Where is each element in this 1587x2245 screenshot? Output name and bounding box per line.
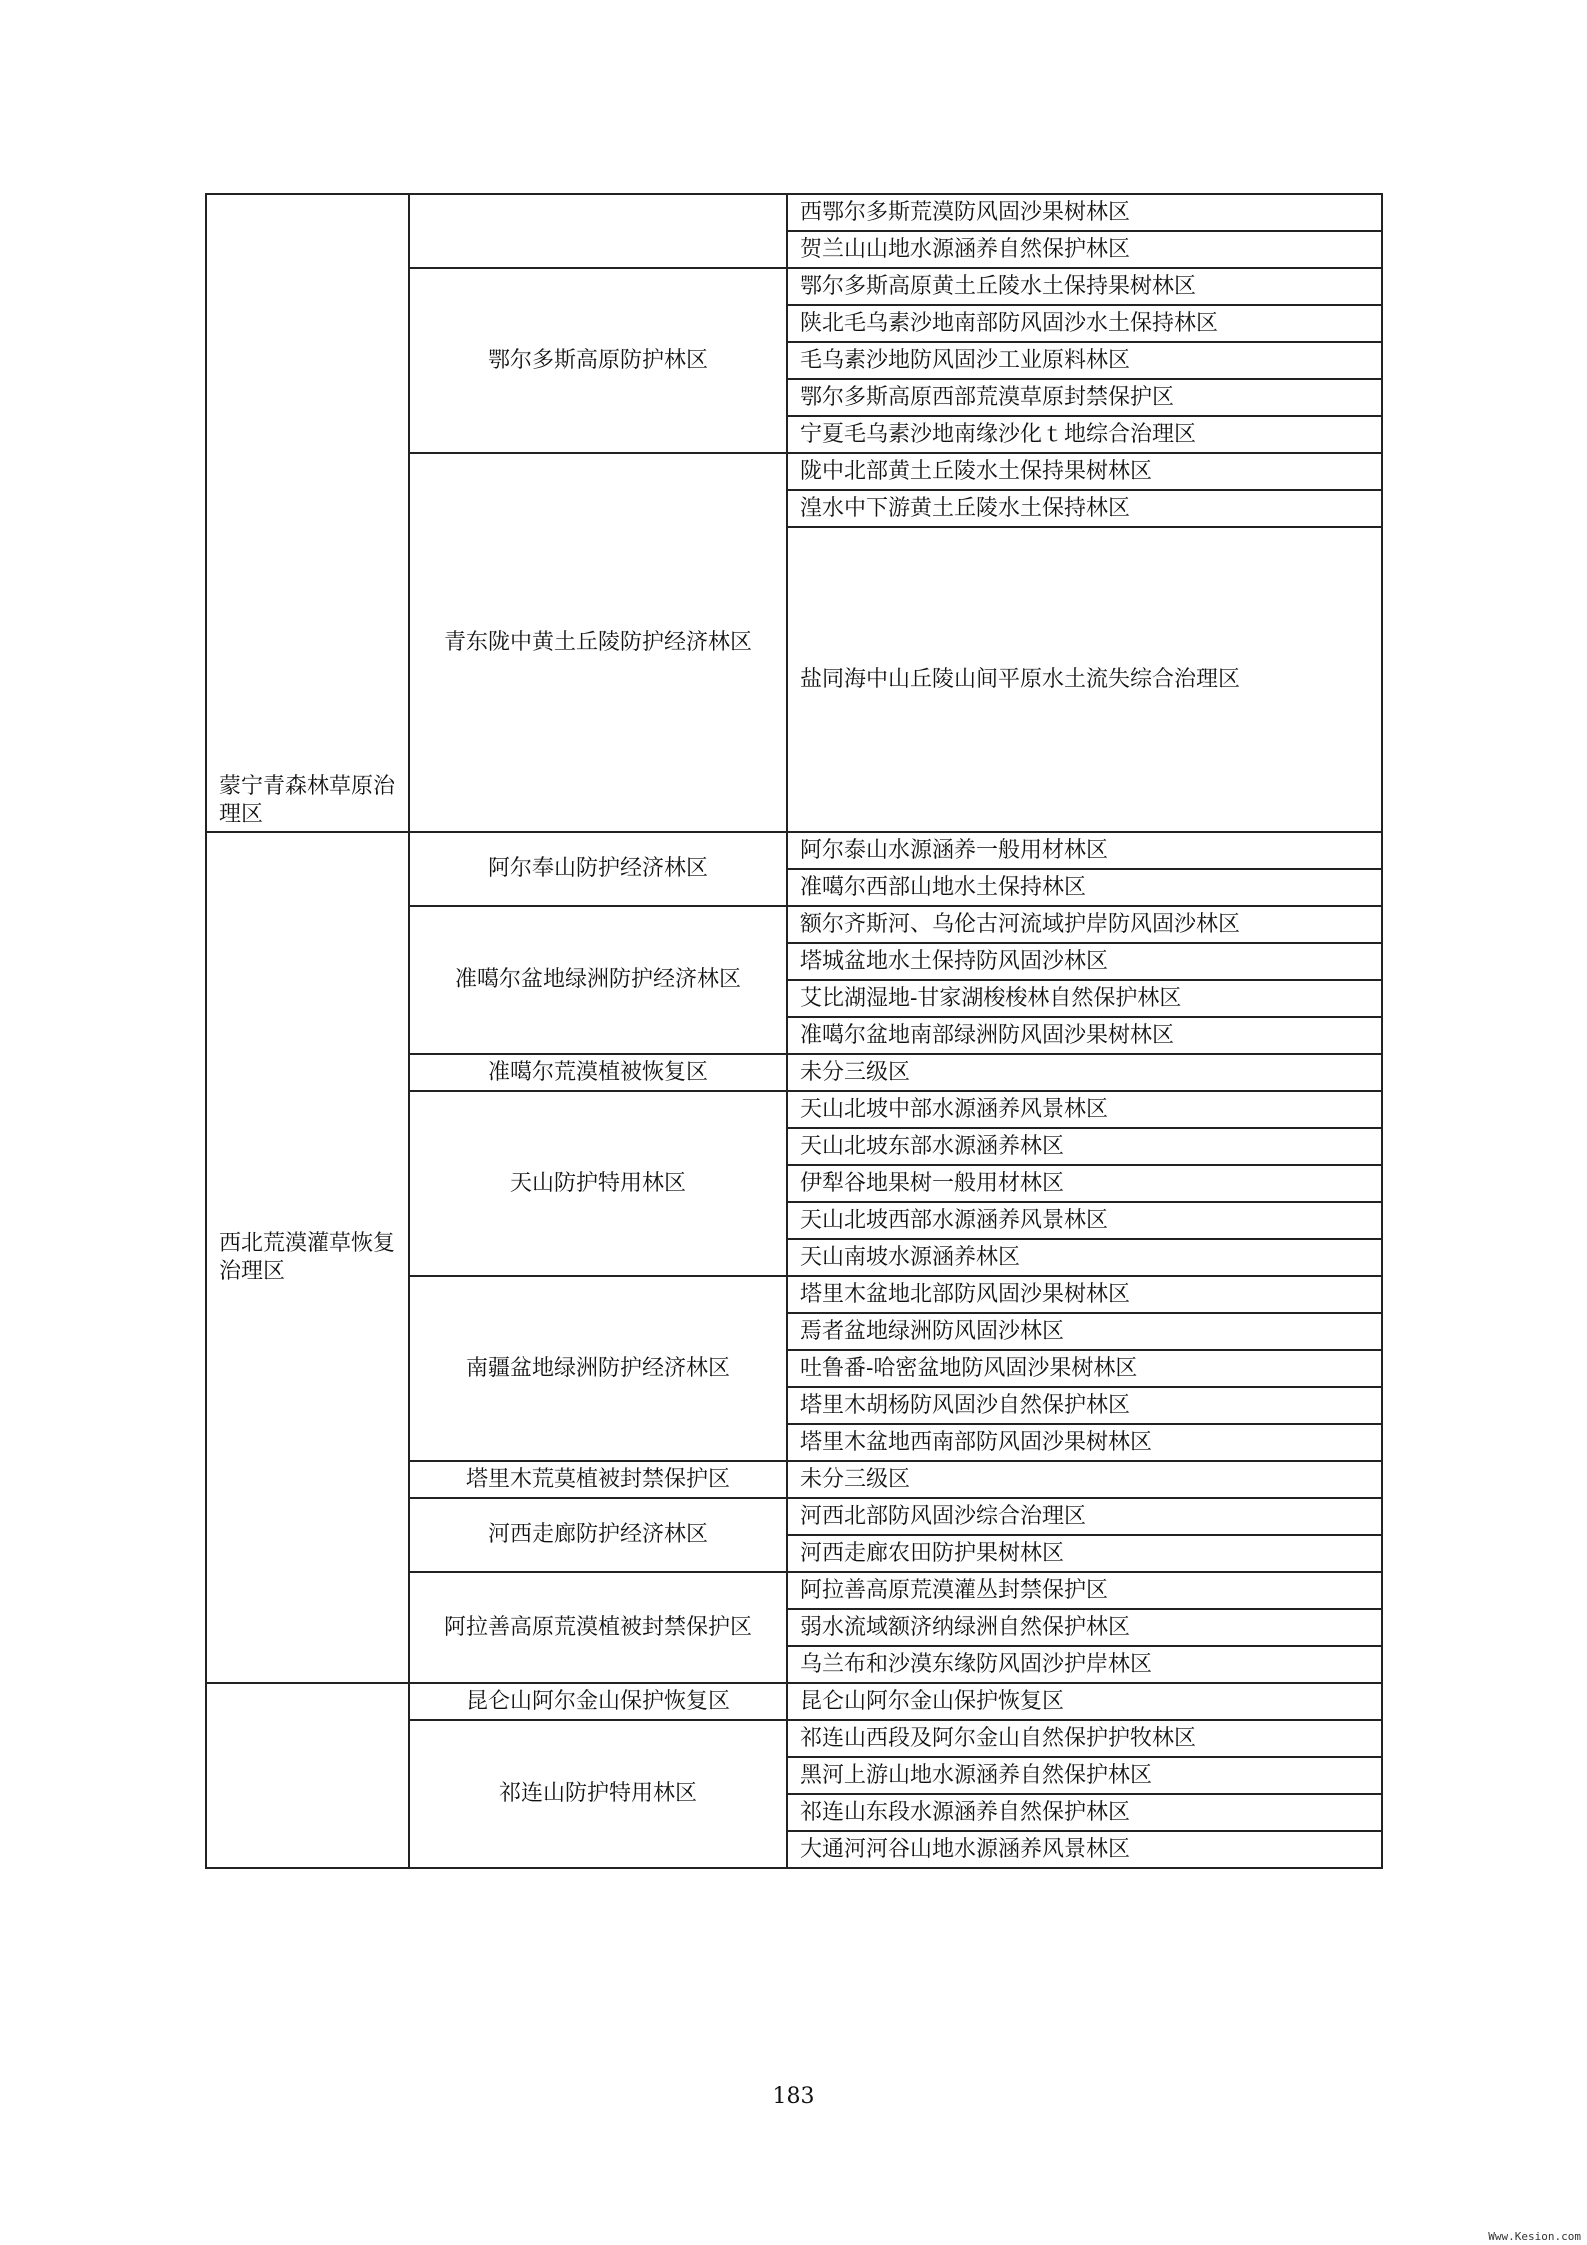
subzone-cell: 毛乌素沙地防风固沙工业原料林区: [787, 342, 1382, 379]
subzone-cell: 天山北坡东部水源涵养林区: [787, 1128, 1382, 1165]
subzone-cell: 西鄂尔多斯荒漠防风固沙果树林区: [787, 194, 1382, 231]
zone-cell: 阿拉善高原荒漠植被封禁保护区: [409, 1572, 787, 1683]
subzone-cell: 吐鲁番-哈密盆地防风固沙果树林区: [787, 1350, 1382, 1387]
zone-cell: 祁连山防护特用林区: [409, 1720, 787, 1868]
subzone-cell: 塔城盆地水土保持防风固沙林区: [787, 943, 1382, 980]
table-row: [206, 194, 1382, 231]
zone-cell: 塔里木荒莫植被封禁保护区: [409, 1461, 787, 1498]
region-cell: [206, 1683, 409, 1868]
subzone-cell: 焉者盆地绿洲防风固沙林区: [787, 1313, 1382, 1350]
region-cell: 西北荒漠灌草恢复治理区: [206, 832, 409, 1683]
subzone-cell: 大通河河谷山地水源涵养风景林区: [787, 1831, 1382, 1868]
subzone-cell: 阿拉善高原荒漠灌丛封禁保护区: [787, 1572, 1382, 1609]
zone-cell: 昆仑山阿尔金山保护恢复区: [409, 1683, 787, 1720]
subzone-cell: 未分三级区: [787, 1054, 1382, 1091]
zone-cell: 准噶尔盆地绿洲防护经济林区: [409, 906, 787, 1054]
table-row: [206, 1683, 1382, 1720]
subzone-cell: 河西北部防风固沙综合治理区: [787, 1498, 1382, 1535]
subzone-cell: 河西走廊农田防护果树林区: [787, 1535, 1382, 1572]
zone-cell: 南疆盆地绿洲防护经济林区: [409, 1276, 787, 1461]
subzone-cell: 昆仑山阿尔金山保护恢复区: [787, 1683, 1382, 1720]
subzone-cell: 湟水中下游黄土丘陵水土保持林区: [787, 490, 1382, 527]
zoning-table-body: [206, 194, 1382, 1868]
subzone-cell: 祁连山西段及阿尔金山自然保护护牧林区: [787, 1720, 1382, 1757]
zone-cell: 阿尔奉山防护经济林区: [409, 832, 787, 906]
subzone-cell: 天山北坡西部水源涵养风景林区: [787, 1202, 1382, 1239]
subzone-cell: 贺兰山山地水源涵养自然保护林区: [787, 231, 1382, 268]
subzone-cell: 鄂尔多斯高原西部荒漠草原封禁保护区: [787, 379, 1382, 416]
subzone-cell: 塔里木盆地北部防风固沙果树林区: [787, 1276, 1382, 1313]
zone-cell: [409, 194, 787, 268]
subzone-cell: 天山北坡中部水源涵养风景林区: [787, 1091, 1382, 1128]
subzone-cell: 未分三级区: [787, 1461, 1382, 1498]
subzone-cell: 祁连山东段水源涵养自然保护林区: [787, 1794, 1382, 1831]
subzone-cell: 阿尔泰山水源涵养一般用材林区: [787, 832, 1382, 869]
subzone-cell: 伊犁谷地果树一般用材林区: [787, 1165, 1382, 1202]
watermark-text: Www.Kesion.com: [1488, 2230, 1581, 2243]
subzone-cell: 陇中北部黄土丘陵水土保持果树林区: [787, 453, 1382, 490]
zone-cell: 天山防护特用林区: [409, 1091, 787, 1276]
region-cell: 蒙宁青森林草原治理区: [206, 194, 409, 832]
subzone-cell: 塔里木胡杨防风固沙自然保护林区: [787, 1387, 1382, 1424]
subzone-cell: 塔里木盆地西南部防风固沙果树林区: [787, 1424, 1382, 1461]
subzone-cell: 准噶尔盆地南部绿洲防风固沙果树林区: [787, 1017, 1382, 1054]
subzone-cell: 天山南坡水源涵养林区: [787, 1239, 1382, 1276]
zone-cell: 河西走廊防护经济林区: [409, 1498, 787, 1572]
table-row: [206, 832, 1382, 869]
subzone-cell: 额尔齐斯河、乌伦古河流域护岸防风固沙林区: [787, 906, 1382, 943]
page-number: 183: [772, 2084, 815, 2109]
subzone-cell: 盐同海中山丘陵山间平原水土流失综合治理区: [787, 527, 1382, 832]
zone-cell: 准噶尔荒漠植被恢复区: [409, 1054, 787, 1091]
subzone-cell: 宁夏毛乌素沙地南缘沙化ｔ地综合治理区: [787, 416, 1382, 453]
subzone-cell: 准噶尔西部山地水土保持林区: [787, 869, 1382, 906]
subzone-cell: 鄂尔多斯高原黄土丘陵水土保持果树林区: [787, 268, 1382, 305]
subzone-cell: 弱水流域额济纳绿洲自然保护林区: [787, 1609, 1382, 1646]
subzone-cell: 黑河上游山地水源涵养自然保护林区: [787, 1757, 1382, 1794]
zone-cell: 鄂尔多斯高原防护林区: [409, 268, 787, 453]
subzone-cell: 艾比湖湿地-甘家湖梭梭林自然保护林区: [787, 980, 1382, 1017]
zone-cell: 青东陇中黄土丘陵防护经济林区: [409, 453, 787, 832]
subzone-cell: 陕北毛乌素沙地南部防风固沙水土保持林区: [787, 305, 1382, 342]
zoning-table: [205, 193, 1383, 1869]
subzone-cell: 乌兰布和沙漠东缘防风固沙护岸林区: [787, 1646, 1382, 1683]
